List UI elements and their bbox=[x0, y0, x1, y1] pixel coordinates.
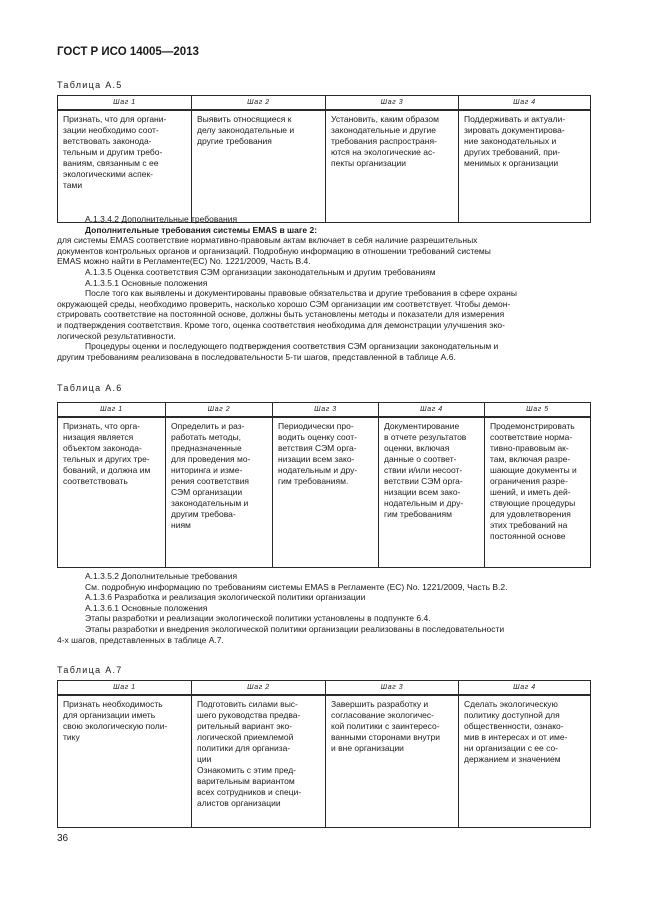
cell-text-line: пекты организации bbox=[331, 158, 407, 168]
table-cell bbox=[459, 695, 591, 827]
column-header: Шаг 4 bbox=[379, 403, 485, 418]
cell-text-line: бований, и должна им bbox=[63, 465, 151, 475]
cell-text-line: всех сотрудников и специ- bbox=[197, 787, 302, 797]
cell-text-line: для удовлетворения bbox=[490, 509, 571, 519]
cell-text-line: шающие документы и bbox=[490, 465, 577, 475]
text-line: Процедуры оценки и последующего подтверждения соответствия СЭМ организации законодательным и bbox=[85, 341, 499, 352]
cell-text-line: низации всем зако- bbox=[278, 454, 355, 464]
cell-text-line: Подготовить силами выс- bbox=[197, 699, 298, 709]
page-number: 36 bbox=[57, 833, 69, 844]
text-line: А.1.3.5.2 Дополнительные требования bbox=[85, 571, 238, 581]
cell-text-line: согласование экологичес- bbox=[331, 710, 434, 720]
cell-text-line: зировать документирова- bbox=[464, 125, 565, 135]
cell-text-line: шего руководства предва- bbox=[197, 710, 301, 720]
cell-text-line: делу законодательные и bbox=[197, 125, 295, 135]
cell-text-line: водить оценку соот- bbox=[278, 432, 358, 442]
cell-text-line: ниторинга и изме- bbox=[171, 465, 243, 475]
text-line: EMAS можно найти в Регламенте(ЕС) No. 1221/2009, Часть В.4. bbox=[57, 256, 311, 267]
cell-text-line: другим требова- bbox=[171, 509, 236, 519]
cell-text-line: тельных и других тре- bbox=[63, 454, 150, 464]
table-a6 bbox=[57, 402, 591, 568]
text-line: После того как выявлены и документированы правовые обязательства и другие требования в сфере охраны bbox=[85, 288, 517, 299]
cell-text-line: ветствовать законода- bbox=[63, 136, 152, 146]
table-a5 bbox=[57, 95, 591, 223]
cell-text-line: менимых к организации bbox=[464, 158, 559, 168]
cell-text-line: СЭМ организации bbox=[171, 487, 243, 497]
cell-text-line: соответствовать bbox=[63, 476, 128, 486]
cell-text-line: Признать, что для органи- bbox=[63, 114, 167, 124]
table-cell bbox=[58, 110, 192, 222]
text-line: А.1.3.4.2 Дополнительные требования bbox=[85, 214, 238, 224]
cell-text-line: ветствия СЭМ орга- bbox=[278, 443, 357, 453]
cell-text-line: тами bbox=[63, 180, 83, 190]
text-line: Этапы разработки и реализации экологической политики установлены в подпункте 6.4. bbox=[85, 613, 431, 624]
cell-text-line: кой политики с заинтересо- bbox=[331, 721, 440, 731]
cell-text-line: Установить, каким образом bbox=[331, 114, 439, 124]
cell-text-line: рительный вариант эко- bbox=[197, 721, 293, 731]
cell-text-line: алистов организации bbox=[197, 798, 281, 808]
cell-text-line: ветствии СЭМ орга- bbox=[384, 476, 463, 486]
cell-text-line: экологическими аспек- bbox=[63, 169, 154, 179]
table-cell bbox=[326, 110, 459, 222]
cell-text-line: ограничения разре- bbox=[490, 476, 568, 486]
text-block-2 bbox=[57, 571, 589, 645]
cell-text-line: ни организации с ее со- bbox=[464, 743, 559, 753]
cell-text-line: Определить и раз- bbox=[171, 421, 245, 431]
cell-text-line: ствующие процедуры bbox=[490, 498, 576, 508]
cell-text-line: для организации иметь bbox=[63, 710, 156, 720]
cell-text-line: ются на экологические ас- bbox=[331, 147, 436, 157]
column-header: Шаг 4 bbox=[459, 681, 591, 696]
table-cell bbox=[273, 417, 379, 567]
column-header: Шаг 3 bbox=[273, 403, 379, 418]
text-line: См. подробную информацию по требованиям системы EMAS в Регламенте (ЕС) No. 1221/2009, Часть В.2. bbox=[85, 581, 508, 592]
cell-text-line: нодательным и дру- bbox=[278, 465, 358, 475]
cell-text-line: ниям bbox=[171, 520, 191, 530]
column-header: Шаг 2 bbox=[166, 403, 273, 418]
cell-text-line: Ознакомить с этим пред- bbox=[197, 765, 297, 775]
table-cell bbox=[326, 695, 459, 827]
text-line: А.1.3.6 Разработка и реализация экологической политики организации bbox=[85, 592, 366, 603]
cell-text-line: ванными сторонами внутри bbox=[331, 732, 441, 742]
cell-text-line: политику доступной для bbox=[464, 710, 560, 720]
cell-text-line: общественности, ознако- bbox=[464, 721, 564, 731]
table-cell bbox=[166, 417, 273, 567]
table-cell bbox=[379, 417, 485, 567]
cell-text-line: требования распространя- bbox=[331, 136, 437, 146]
column-header: Шаг 2 bbox=[192, 96, 326, 111]
cell-text-line: логической приемлемой bbox=[197, 732, 294, 742]
text-line: А.1.3.6.1 Основные положения bbox=[85, 602, 208, 613]
table-a7-caption: Таблица А.7 bbox=[57, 665, 123, 675]
text-line: логической результативности. bbox=[57, 330, 176, 341]
cell-text-line: данные о соответ- bbox=[384, 454, 457, 464]
cell-text-line: законодательные и другие bbox=[331, 125, 436, 135]
cell-text-line: другие требования bbox=[197, 136, 272, 146]
table-cell bbox=[192, 110, 326, 222]
table-a5-caption: Таблица А.5 bbox=[57, 80, 123, 90]
column-header: Шаг 3 bbox=[326, 96, 459, 111]
document-header: ГОСТ Р ИСО 14005—2013 bbox=[57, 46, 199, 58]
cell-text-line: для проведения мо- bbox=[171, 454, 251, 464]
cell-text-line: других требований, при- bbox=[464, 147, 561, 157]
text-line: А.1.3.5.1 Основные положения bbox=[85, 277, 208, 288]
cell-text-line: этих требований на bbox=[490, 520, 568, 530]
cell-text-line: зации необходимо соот- bbox=[63, 125, 159, 135]
text-line: А.1.3.5 Оценка соответствия СЭМ организации законодательным и другим требованиям bbox=[85, 266, 436, 277]
cell-text-line: Признать необходимость bbox=[63, 699, 163, 709]
cell-text-line: тику bbox=[63, 732, 80, 742]
cell-text-line: законодательным и bbox=[171, 498, 249, 508]
cell-text-line: предназначенные bbox=[171, 443, 242, 453]
column-header: Шаг 5 bbox=[485, 403, 591, 418]
cell-text-line: низация является bbox=[63, 432, 134, 442]
cell-text-line: Завершить разработку и bbox=[331, 699, 429, 709]
text-line: 4-х шагов, представленных в таблице А.7. bbox=[57, 634, 224, 645]
text-line: стрировать соответствие на постоянной основе, должны быть установлены методы и показатели для измерения bbox=[57, 309, 505, 320]
cell-text-line: Периодически про- bbox=[278, 421, 354, 431]
column-header: Шаг 1 bbox=[58, 96, 192, 111]
cell-text-line: ции bbox=[197, 754, 212, 764]
cell-text-line: ваниям, связанным с ее bbox=[63, 158, 159, 168]
table-a7 bbox=[57, 680, 591, 828]
column-header: Шаг 4 bbox=[459, 96, 591, 111]
cell-text-line: мив в интересах и от име- bbox=[464, 732, 568, 742]
cell-text-line: политики для организа- bbox=[197, 743, 291, 753]
table-cell bbox=[192, 695, 326, 827]
text-line: и подтверждения соответствия. Кроме того, оценка соответствия необходима для демонстрации улучшения эко- bbox=[57, 319, 505, 330]
cell-text-line: там, включая разре- bbox=[490, 454, 571, 464]
cell-text-line: держанием и значением bbox=[464, 754, 561, 764]
cell-text-line: в отчете результатов bbox=[384, 432, 467, 442]
table-cell bbox=[58, 417, 166, 567]
cell-text-line: ние законодательных и bbox=[464, 136, 557, 146]
text-line: другим требованиям реализована в последовательности 5-ти шагов, представленной в таблице А.6. bbox=[57, 351, 456, 362]
cell-text-line: оценки, включая bbox=[384, 443, 450, 453]
cell-text-line: Поддерживать и актуали- bbox=[464, 114, 566, 124]
column-header: Шаг 1 bbox=[58, 681, 192, 696]
cell-text-line: Выявить относящиеся к bbox=[197, 114, 292, 124]
cell-text-line: свою экологическую поли- bbox=[63, 721, 168, 731]
table-cell bbox=[58, 695, 192, 827]
text-block-1 bbox=[57, 214, 589, 362]
cell-text-line: Документирование bbox=[384, 421, 460, 431]
column-header: Шаг 2 bbox=[192, 681, 326, 696]
cell-text-line: тивно-правовым ак- bbox=[490, 443, 569, 453]
cell-text-line: низации всем зако- bbox=[384, 487, 461, 497]
text-line: Этапы разработки и внедрения экологической политики организации реализованы в последовательности bbox=[85, 623, 505, 634]
cell-text-line: рения соответствия bbox=[171, 476, 250, 486]
text-line: Дополнительные требования системы EMAS в шаге 2: bbox=[85, 224, 318, 235]
text-line: документов контрольных органов и организаций. Подробную информацию в отношении требований системы bbox=[57, 245, 491, 256]
cell-text-line: соответствие норма- bbox=[490, 432, 573, 442]
cell-text-line: ствии и/или несоот- bbox=[384, 465, 463, 475]
cell-text-line: гим требованиям. bbox=[278, 476, 349, 486]
text-line: окружающей среды, необходимо проверить, насколько хорошо СЭМ организации им соответствует. Чтобы демон- bbox=[57, 298, 511, 309]
table-cell bbox=[459, 110, 591, 222]
cell-text-line: Признать, что орга- bbox=[63, 421, 141, 431]
text-line: для системы EMAS соответствие нормативно-правовым актам включает в себя наличие разрешительных bbox=[57, 235, 478, 246]
cell-text-line: Продемонстрировать bbox=[490, 421, 575, 431]
cell-text-line: нодательным и дру- bbox=[384, 498, 464, 508]
column-header: Шаг 3 bbox=[326, 681, 459, 696]
table-a6-caption: Таблица А.6 bbox=[57, 383, 123, 393]
cell-text-line: и вне организации bbox=[331, 743, 404, 753]
table-cell bbox=[485, 417, 591, 567]
cell-text-line: варительным вариантом bbox=[197, 776, 295, 786]
cell-text-line: шений, и иметь дей- bbox=[490, 487, 571, 497]
cell-text-line: объектом законода- bbox=[63, 443, 142, 453]
cell-text-line: Сделать экологическую bbox=[464, 699, 558, 709]
column-header: Шаг 1 bbox=[58, 403, 166, 418]
cell-text-line: постоянной основе bbox=[490, 531, 566, 541]
cell-text-line: тельным и другим требо- bbox=[63, 147, 163, 157]
cell-text-line: работать методы, bbox=[171, 432, 241, 442]
cell-text-line: гим требованиям bbox=[384, 509, 452, 519]
